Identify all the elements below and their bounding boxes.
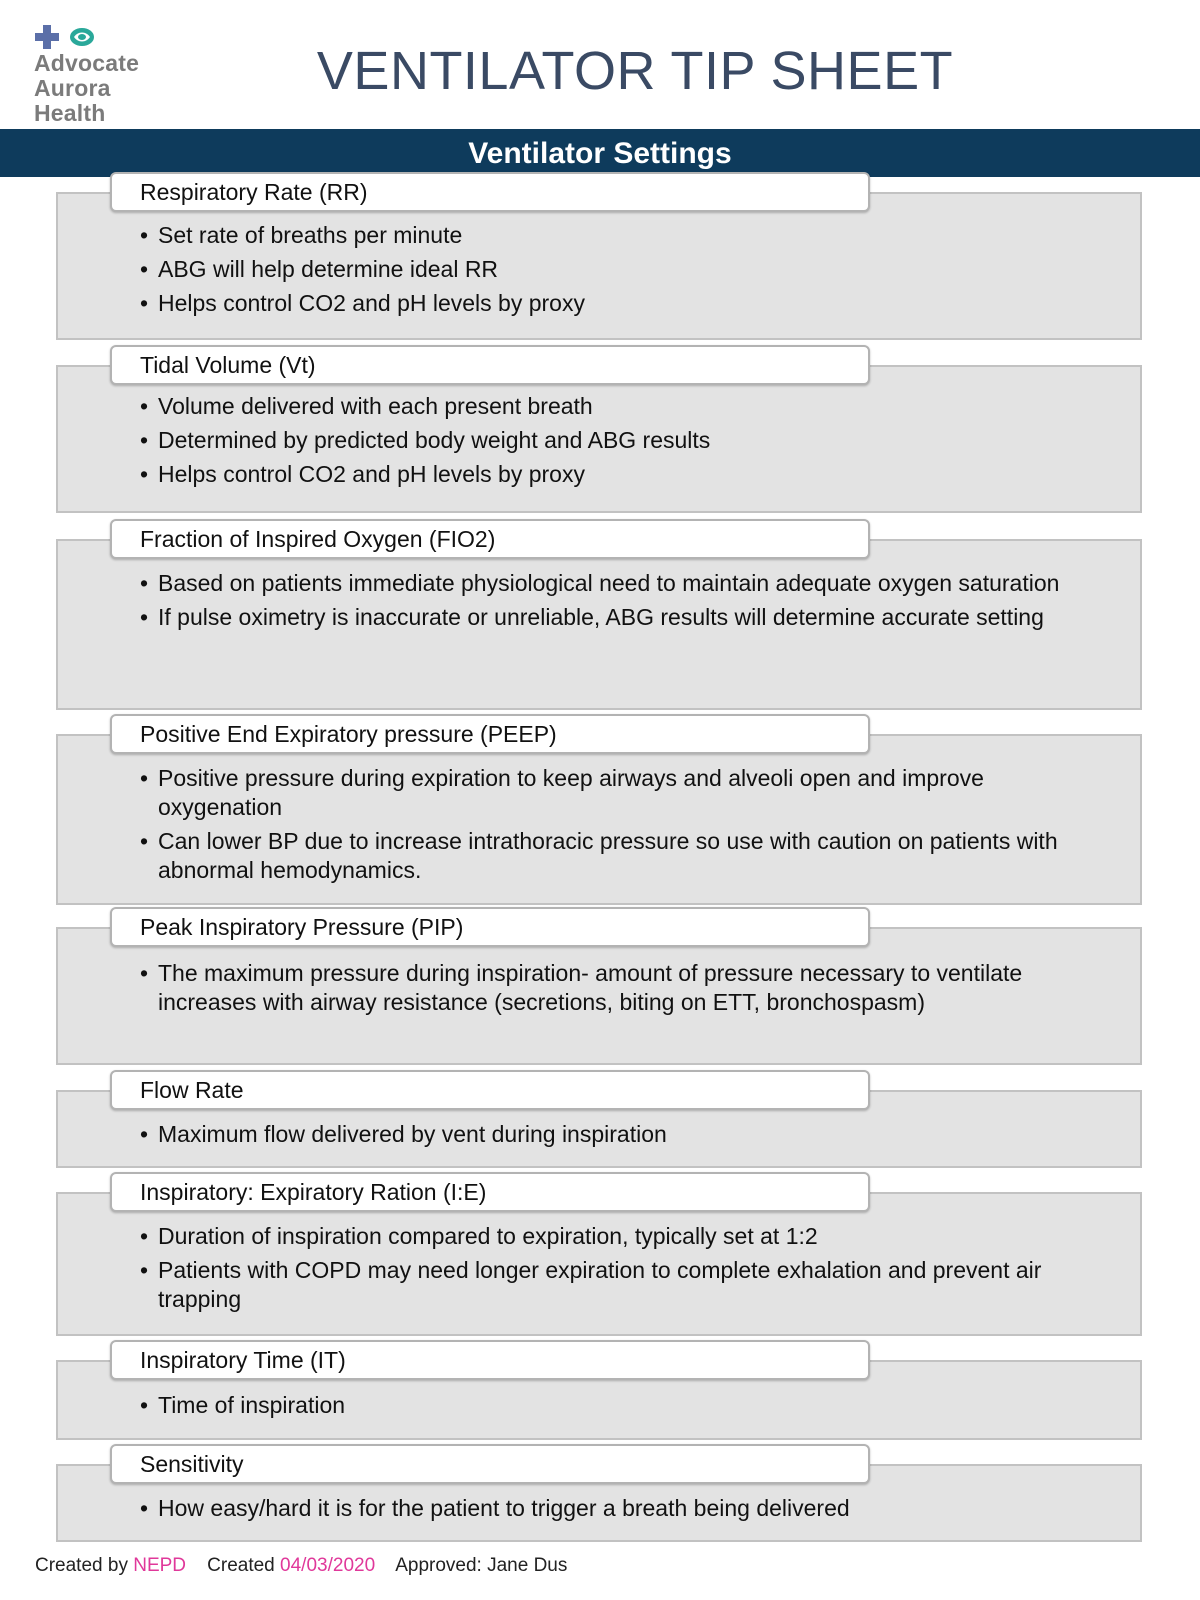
setting-card-sensitivity: [56, 1444, 1142, 1542]
setting-card-pip: [56, 907, 1142, 1065]
setting-card-it: [56, 1340, 1142, 1440]
setting-bullet: • ABG will help determine ideal RR: [140, 255, 1082, 284]
setting-bullet: • Duration of inspiration compared to expiration, typically set at 1:2: [140, 1222, 1082, 1251]
setting-bullet: • Time of inspiration: [140, 1391, 1082, 1420]
setting-card-peep: [56, 714, 1142, 905]
setting-heading: Sensitivity: [110, 1444, 870, 1484]
setting-heading: Inspiratory Time (IT): [110, 1340, 870, 1380]
footer: [35, 1555, 567, 1577]
section-banner: [0, 129, 1200, 177]
setting-card-rr: [56, 172, 1142, 340]
page-title: VENTILATOR TIP SHEET: [316, 41, 954, 101]
setting-bullet: • Can lower BP due to increase intrathoracic pressure so use with caution on patients with abnormal hemodynamics.: [140, 827, 1082, 885]
setting-heading: Fraction of Inspired Oxygen (FIO2): [110, 519, 870, 559]
created-by-value: NEPD: [133, 1555, 187, 1576]
logo-line-1: Advocate: [34, 50, 140, 76]
setting-heading: Peak Inspiratory Pressure (PIP): [110, 907, 870, 947]
setting-bullet: • How easy/hard it is for the patient to trigger a breath being delivered: [140, 1494, 1082, 1523]
setting-card-fio2: [56, 519, 1142, 710]
setting-bullet: • Helps control CO2 and pH levels by proxy: [140, 460, 1082, 489]
logo-line-2: Aurora: [34, 75, 111, 101]
created-date: 04/03/2020: [280, 1555, 376, 1576]
setting-heading: Tidal Volume (Vt): [110, 345, 870, 385]
setting-heading: Inspiratory: Expiratory Ration (I:E): [110, 1172, 870, 1212]
setting-card-ie-ratio: [56, 1172, 1142, 1336]
setting-heading: Respiratory Rate (RR): [110, 172, 870, 212]
logo-line-3: Health: [34, 100, 106, 126]
created-label: Created: [207, 1555, 275, 1576]
setting-bullet: • Volume delivered with each present breath: [140, 392, 1082, 421]
setting-card-vt: [56, 345, 1142, 513]
setting-bullet: • Patients with COPD may need longer expiration to complete exhalation and prevent air trapping: [140, 1256, 1082, 1314]
setting-bullet: • Set rate of breaths per minute: [140, 221, 1082, 250]
setting-heading: Flow Rate: [110, 1070, 870, 1110]
setting-bullet: • Based on patients immediate physiological need to maintain adequate oxygen saturation: [140, 569, 1082, 598]
banner-label: Ventilator Settings: [468, 137, 732, 170]
setting-bullet: • If pulse oximetry is inaccurate or unreliable, ABG results will determine accurate setting: [140, 603, 1082, 632]
setting-card-flow-rate: [56, 1070, 1142, 1168]
setting-bullet: • Helps control CO2 and pH levels by proxy: [140, 289, 1082, 318]
setting-bullet: • Positive pressure during expiration to keep airways and alveoli open and improve oxygenation: [140, 764, 1082, 822]
setting-bullet: • The maximum pressure during inspiration- amount of pressure necessary to ventilate increases with airway resistance (secretions, biting on ETT, bronchospasm): [140, 959, 1082, 1017]
created-by-label: Created by: [35, 1555, 128, 1576]
approved-text: Approved: Jane Dus: [395, 1555, 568, 1576]
setting-bullet: • Determined by predicted body weight and ABG results: [140, 426, 1082, 455]
setting-heading: Positive End Expiratory pressure (PEEP): [110, 714, 870, 754]
setting-bullet: • Maximum flow delivered by vent during inspiration: [140, 1120, 1082, 1149]
